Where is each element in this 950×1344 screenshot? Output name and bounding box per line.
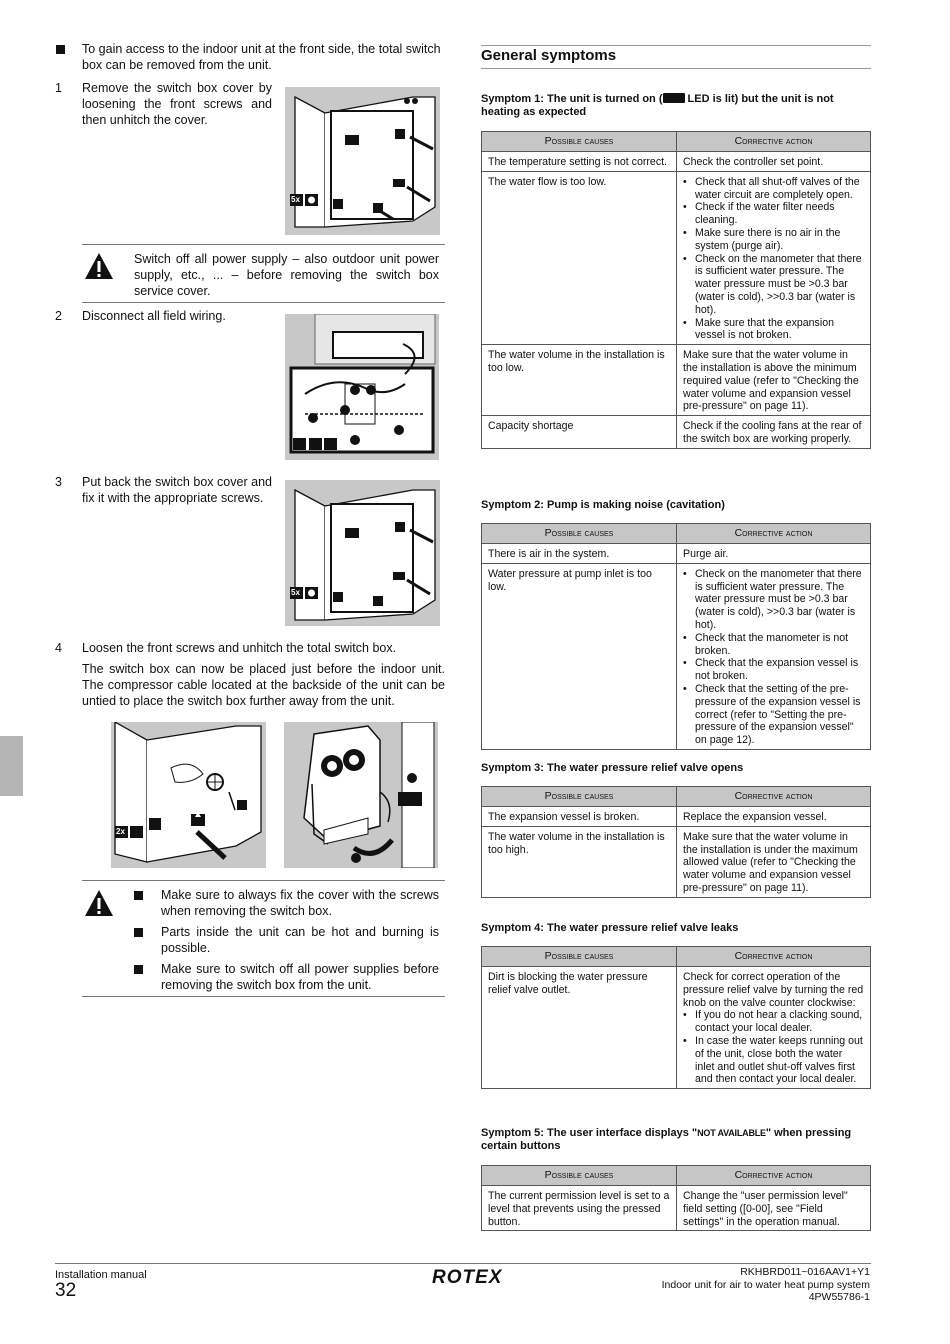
col-header-action: Corrective action (677, 787, 871, 807)
footer-doc-type: Installation manual (55, 1269, 147, 1281)
step-4-paragraph: The switch box can now be placed just before the indoor unit. The compressor cable located at the backside of the unit can be untied to place the switch box further away from the unit. (82, 662, 445, 708)
symptom-1-title-a: Symptom 1: The unit is turned on ( (481, 93, 663, 105)
warning-2-bullet-1 (134, 891, 143, 900)
footer-right (662, 1266, 870, 1304)
col-header-action: Corrective action (677, 132, 871, 152)
table-row (482, 563, 871, 749)
step-2-text: Disconnect all field wiring. (82, 309, 226, 323)
figure-remove-cover (285, 87, 440, 235)
footer-description: Indoor unit for air to water heat pump system (661, 1278, 870, 1291)
col-header-causes: Possible causes (482, 524, 677, 544)
footer-rule (55, 1263, 871, 1264)
symptom-1-title-b: LED is lit) but the unit is not heating as expected (481, 93, 834, 118)
cause-cell: The water flow is too low. (482, 171, 677, 344)
figure-field-wiring (285, 314, 439, 460)
action-cell (677, 967, 871, 1089)
warning-2-icon (84, 889, 114, 921)
step-4-text: Loosen the front screws and unhitch the total switch box. (82, 641, 397, 655)
warning-2-bottom-rule (82, 996, 445, 997)
cause-cell: The water volume in the installation is too high. (482, 826, 677, 897)
footer-page-number: 32 (55, 1280, 77, 1301)
action-item: • Check on the manometer that there is sufficient water pressure. The water pressure must be >0.3 bar (water is cold), >>0.3 bar (water is hot). (683, 568, 864, 632)
figure-unhitch-switch-box (111, 722, 266, 868)
heading-bottom-rule (481, 68, 871, 69)
symptom-3-title: Symptom 3: The water pressure relief valve opens (481, 762, 744, 774)
action-item: • If you do not hear a clacking sound, contact your local dealer. (683, 1009, 864, 1035)
warning-2-top-rule (82, 880, 445, 881)
action-item: • Make sure that the expansion vessel is not broken. (683, 317, 864, 343)
symptom-2-title: Symptom 2: Pump is making noise (cavitation) (481, 499, 725, 511)
table-row (482, 544, 871, 564)
action-cell: Purge air. (677, 544, 871, 564)
brand-logo: ROTEX (432, 1267, 503, 1288)
symptom-5-title (481, 1127, 871, 1153)
action-intro: Check for correct operation of the pressure relief valve by turning the red knob on the valve counter clockwise: (683, 971, 864, 1009)
warning-1-text: Switch off all power supply – also outdoor unit power supply, etc., ... – before removing the switch box service cover. (134, 252, 439, 298)
action-item: • In case the water keeps running out of the unit, close both the water inlet and outlet shut-off valves first and then contact your local dealer. (683, 1035, 864, 1086)
col-header-action: Corrective action (677, 1166, 871, 1186)
figure-switch-box-removed (284, 722, 438, 868)
col-header-causes: Possible causes (482, 132, 677, 152)
step-3-text: Put back the switch box cover and fix it with the appropriate screws. (82, 475, 272, 505)
action-cell: Replace the expansion vessel. (677, 807, 871, 827)
step-3-number: 3 (55, 475, 62, 489)
step-4-number: 4 (55, 641, 62, 655)
col-header-causes: Possible causes (482, 947, 677, 967)
action-cell (677, 171, 871, 344)
action-cell (677, 563, 871, 749)
cause-cell: The temperature setting is not correct. (482, 152, 677, 172)
step-1-text: Remove the switch box cover by loosening the front screws and then unhitch the cover. (82, 81, 272, 127)
symptom-5-table (481, 1165, 871, 1231)
table-row (482, 152, 871, 172)
action-item: • Check if the water filter needs cleaning. (683, 201, 864, 227)
symptom-2-table (481, 523, 871, 750)
col-header-causes: Possible causes (482, 1166, 677, 1186)
action-item: • Check that the manometer is not broken. (683, 632, 864, 658)
table-row (482, 1186, 871, 1231)
table-row (482, 967, 871, 1089)
cause-cell: Capacity shortage (482, 416, 677, 449)
action-cell: Check the controller set point. (677, 152, 871, 172)
symptom-4-table (481, 946, 871, 1089)
action-item: • Check that all shut-off valves of the water circuit are completely open. (683, 176, 864, 202)
fig3-qty-label: 5x (291, 588, 300, 597)
table-row (482, 807, 871, 827)
cause-cell: Dirt is blocking the water pressure relief valve outlet. (482, 967, 677, 1089)
action-item: • Check that the setting of the pre-pressure of the expansion vessel is correct (refer to "Setting the pre-pressure of the expansion vessel" on page 12). (683, 683, 864, 747)
symptom-5-title-c: " when pressing certain buttons (481, 1127, 852, 1152)
warning-2-bullet-2 (134, 928, 143, 937)
symptom-4-title: Symptom 4: The water pressure relief valve leaks (481, 922, 739, 934)
symptom-5-title-b: NOT AVAILABLE (697, 1128, 766, 1138)
warning-2-item-3: Make sure to switch off all power supplies before removing the switch box from the unit. (161, 962, 439, 992)
led-icon (663, 93, 685, 103)
cause-cell: There is air in the system. (482, 544, 677, 564)
table-row (482, 826, 871, 897)
action-item: • Make sure there is no air in the system (purge air). (683, 227, 864, 253)
warning-1-top-rule (82, 244, 445, 245)
step-1-number: 1 (55, 81, 62, 95)
cause-cell: Water pressure at pump inlet is too low. (482, 563, 677, 749)
warning-icon (84, 252, 114, 284)
intro-text: To gain access to the indoor unit at the front side, the total switch box can be removed from the unit. (82, 42, 441, 72)
table-row (482, 345, 871, 416)
warning-2-item-1: Make sure to always fix the cover with the screws when removing the switch box. (161, 888, 439, 918)
action-cell: Make sure that the water volume in the installation is under the maximum allowed value (refer to "Checking the water volume and expansion vessel pre-pressure" on page 11). (677, 826, 871, 897)
warning-1-bottom-rule (82, 302, 445, 303)
table-row (482, 171, 871, 344)
footer-part-no: 4PW55786-1 (808, 1291, 870, 1303)
fig4-qty-label: 2x (116, 827, 125, 836)
cause-cell: The water volume in the installation is too low. (482, 345, 677, 416)
action-item: • Check that the expansion vessel is not broken. (683, 657, 864, 683)
cause-cell: The expansion vessel is broken. (482, 807, 677, 827)
heading-top-rule (481, 45, 871, 46)
figure-refit-cover (285, 480, 440, 626)
table-row (482, 416, 871, 449)
warning-2-bullet-3 (134, 965, 143, 974)
section-heading: General symptoms (481, 47, 617, 64)
symptom-1-table (481, 131, 871, 449)
col-header-action: Corrective action (677, 524, 871, 544)
intro-bullet (56, 45, 65, 54)
action-item: • Check on the manometer that there is sufficient water pressure. The water pressure must be >0.3 bar (water is cold), >>0.3 bar (water is hot). (683, 253, 864, 317)
section-side-tab (0, 736, 23, 796)
action-cell: Make sure that the water volume in the installation is above the minimum required value (refer to "Checking the water volume and expansion vessel pre-pressure" on page 11). (677, 345, 871, 416)
symptom-1-title (481, 93, 871, 119)
col-header-action: Corrective action (677, 947, 871, 967)
footer-model: RKHBRD011~016AAV1+Y1 (740, 1266, 870, 1278)
symptom-5-title-a: Symptom 5: The user interface displays " (481, 1127, 698, 1139)
cause-cell: The current permission level is set to a level that prevents using the pressed button. (482, 1186, 677, 1231)
action-cell: Change the "user permission level" field setting ([0-00], see "Field settings" in the operation manual. (677, 1186, 871, 1231)
action-cell: Check if the cooling fans at the rear of the switch box are working properly. (677, 416, 871, 449)
fig1-qty-label: 5x (291, 195, 300, 204)
step-2-number: 2 (55, 309, 62, 323)
symptom-3-table (481, 786, 871, 898)
col-header-causes: Possible causes (482, 787, 677, 807)
warning-2-item-2: Parts inside the unit can be hot and burning is possible. (161, 925, 439, 955)
